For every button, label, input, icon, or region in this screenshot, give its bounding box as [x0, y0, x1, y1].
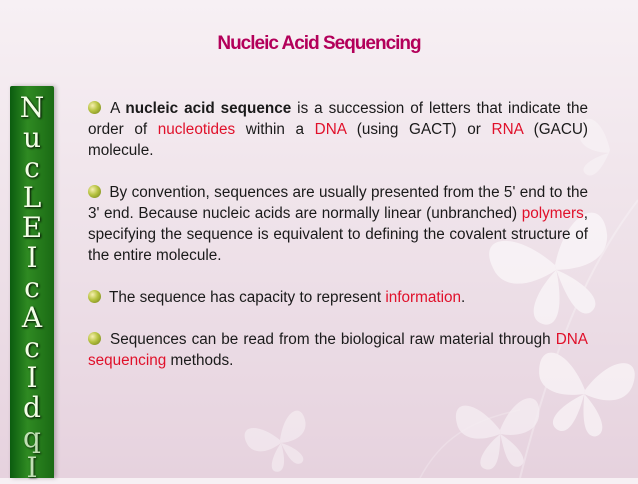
side-letter: I — [26, 451, 38, 484]
text-segment: (GACU) molecule. — [88, 121, 589, 159]
bold-term: nucleic acid sequence — [125, 100, 292, 117]
side-letter: q — [23, 421, 41, 454]
highlighted-term: nucleotides — [157, 121, 236, 138]
green-sphere-bullet-icon — [88, 290, 101, 303]
text-segment: The sequence has capacity to represent — [105, 289, 386, 306]
text-segment: Sequences can be read from the biological raw material through — [105, 331, 556, 348]
highlighted-term: DNA — [314, 121, 347, 138]
bullet-paragraph — [88, 182, 588, 266]
text-segment: is a succession of letters that indicate the order of — [88, 100, 588, 138]
side-letter: N — [19, 91, 45, 124]
side-letter-strip — [10, 86, 54, 484]
text-segment: within a — [235, 121, 315, 138]
butterfly-silhouette-icon — [242, 409, 319, 478]
side-letter: L — [22, 181, 42, 214]
side-letter: I — [26, 361, 38, 394]
highlighted-term: RNA — [491, 121, 523, 138]
text-segment: methods. — [166, 352, 234, 369]
side-letter: c — [24, 271, 40, 304]
text-segment: By convention, sequences are usually presented from the 5' end to the 3' end. Because nucleic acids are normally linear (unbranched) — [88, 184, 588, 222]
bullet-paragraph — [88, 98, 588, 161]
text-segment: . — [461, 289, 466, 306]
side-letter: d — [23, 391, 41, 424]
side-letter: I — [26, 241, 38, 274]
side-letter: u — [22, 121, 42, 154]
slide-title: Nucleic Acid Sequencing — [217, 33, 421, 54]
highlighted-term: information — [385, 289, 462, 306]
bullet-paragraph — [88, 287, 588, 308]
text-segment: A — [105, 100, 126, 117]
highlighted-term: polymers — [521, 205, 584, 222]
slide-body — [88, 98, 588, 392]
text-segment: (using GACT) or — [346, 121, 492, 138]
green-sphere-bullet-icon — [88, 332, 101, 345]
side-letter: c — [24, 151, 40, 184]
bullet-paragraph — [88, 329, 588, 371]
side-letter: A — [21, 301, 43, 334]
highlighted-term: DNA sequencing — [88, 331, 588, 369]
green-sphere-bullet-icon — [88, 101, 101, 114]
side-letter: c — [24, 331, 40, 364]
side-letter: E — [21, 211, 43, 244]
text-segment: , specifying the sequence is equivalent to defining the covalent structure of the entire molecule. — [88, 205, 588, 264]
green-sphere-bullet-icon — [88, 185, 101, 198]
